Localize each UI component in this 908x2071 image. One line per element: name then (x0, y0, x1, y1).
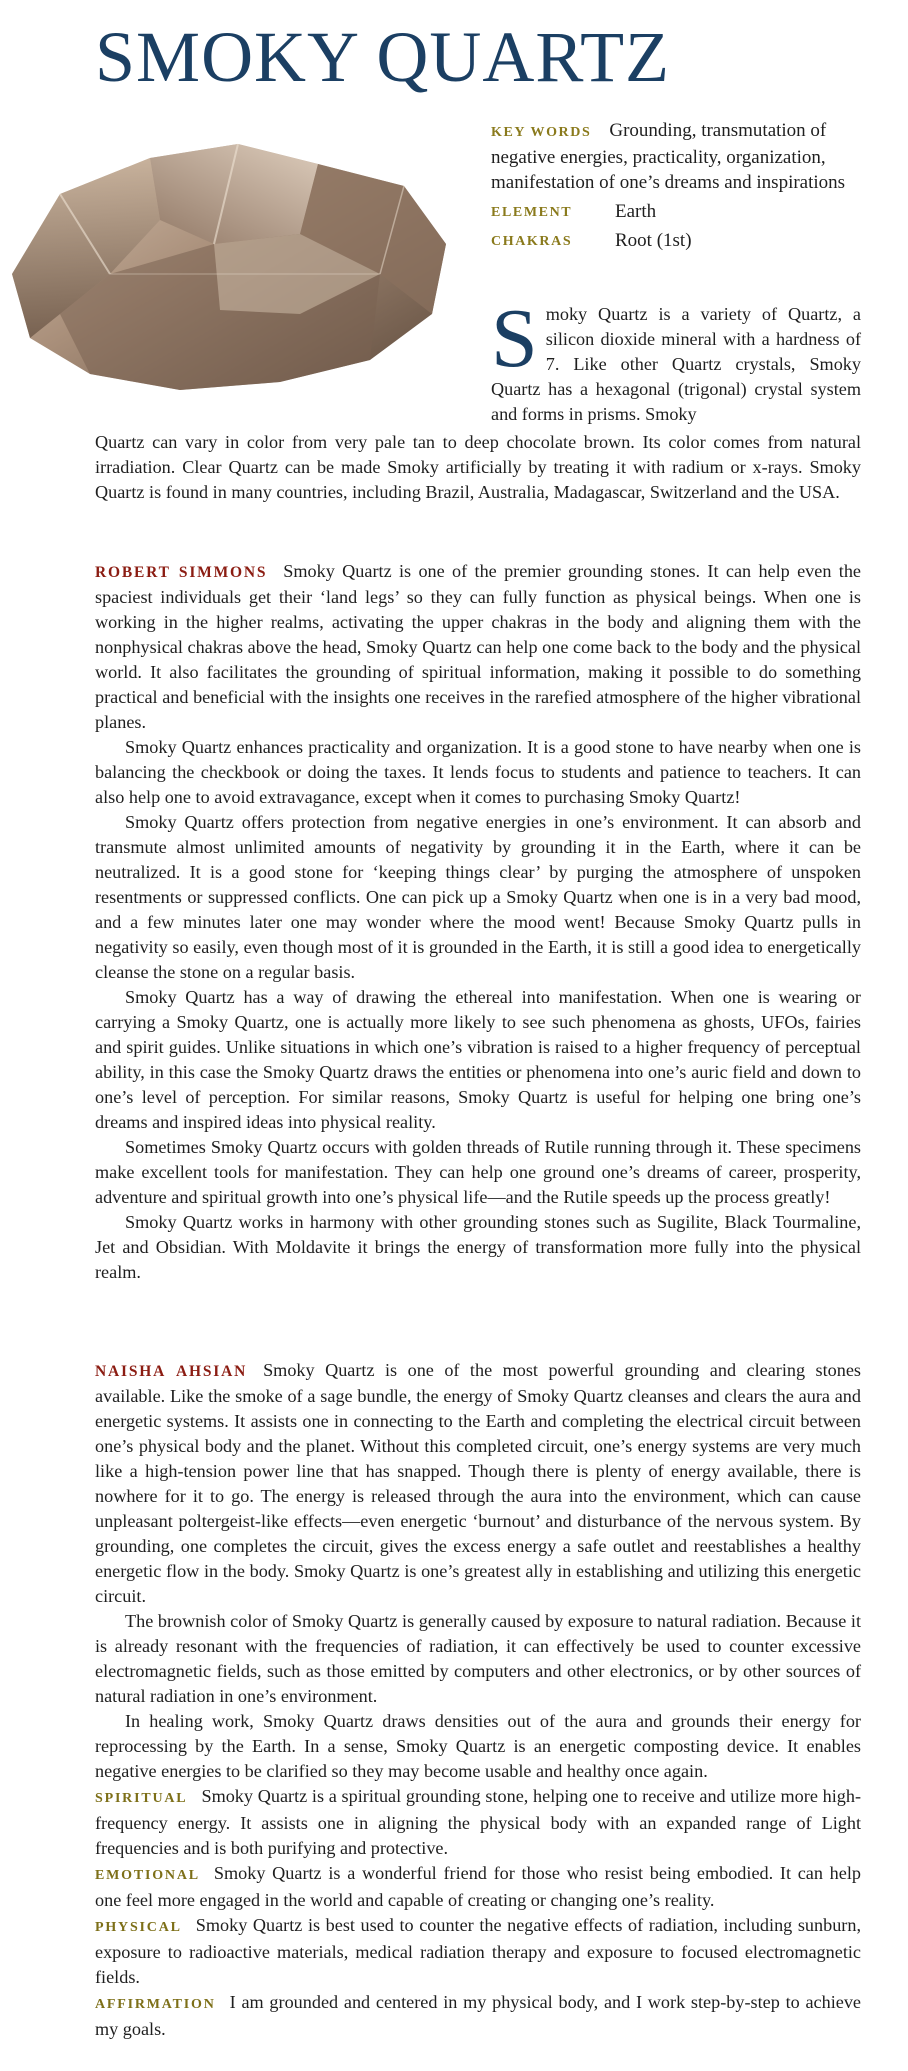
simmons-paragraph: ROBERT SIMMONS Smoky Quartz is one of the premier grounding stones. It can help even the spaciest individuals get their ‘land legs’ so they can fully function as physical beings. When one is working in the higher realms, activating the upper chakras in the body and aligning them with the nonphysical chakras above the head, Smoky Quartz can help one come back to the body and the physical world. It also facilitates the grounding of spiritual information, making it possible to do something practical and beneficial with the insights one receives in the rarefied atmosphere of the higher vibrational planes. (95, 561, 861, 732)
keywords-label: KEY WORDS (491, 125, 592, 140)
drop-cap: S (491, 292, 538, 385)
crystal-illustration (0, 124, 466, 414)
element-row (491, 199, 861, 224)
crystal-properties (491, 118, 861, 257)
simmons-paragraph: Smoky Quartz offers protection from negative energies in one’s environment. It can absorb and transmute almost unlimited amounts of negativity by grounding it in the Earth, where it can be neutralized. It is a good stone for ‘keeping things clear’ by purging the atmosphere of unspoken resentments or suppressed conflicts. One can pick up a Smoky Quartz when one is in a very bad mood, and a few minutes later one may wonder where the mood went! Because Smoky Quartz pulls in negativity so easily, even though most of it is grounded in the Earth, it is still a good idea to energetically cleanse the stone on a regular basis. (95, 812, 861, 982)
simmons-paragraph: Smoky Quartz has a way of drawing the ethereal into manifestation. When one is wearing or carrying a Smoky Quartz, one is actually more likely to see such phenomena as ghosts, UFOs, fairies and spirit guides. Unlike situations in which one’s vibration is raised to a higher frequency of perceptual ability, in this case the Smoky Quartz draws the entities or phenomena into one’s auric field and down to one’s level of perception. For similar reasons, Smoky Quartz is useful for helping one bring one’s dreams and inspired ideas into physical reality. (95, 987, 861, 1132)
simmons-paragraph: Sometimes Smoky Quartz occurs with golden threads of Rutile running through it. These specimens make excellent tools for manifestation. They can help one ground one’s dreams of career, prosperity, adventure and spiritual growth into one’s physical life—and the Rutile speeds up the process greatly! (95, 1137, 861, 1207)
spiritual-label: SPIRITUAL (95, 1791, 188, 1806)
chakras-row (491, 228, 861, 253)
intro-paragraph-continued: Quartz can vary in color from very pale tan to deep chocolate brown. Its color comes from natural irradiation. Clear Quartz can be made Smoky artificially by treating it with radium or x-rays. Smoky Quartz is found in many countries, including Brazil, Australia, Madagascar, Switzerland and the USA. (95, 432, 861, 502)
intro-paragraph-start (491, 292, 861, 427)
spiritual-section: SPIRITUAL Smoky Quartz is a spiritual grounding stone, helping one to receive and utilize more high-frequency energy. It assists one in aligning the physical body with an expanded range of Light frequencies and is both purifying and protective. (95, 1786, 861, 1858)
element-label: ELEMENT (491, 205, 573, 220)
chakras-value: Root (1st) (615, 230, 692, 251)
ahsian-paragraph: In healing work, Smoky Quartz draws densities out of the aura and grounds their energy for reprocessing by the Earth. In a sense, Smoky Quartz is an energetic composting device. It enables negative energies to be clarified so they may become usable and healthy once again. (95, 1711, 861, 1781)
naisha-ahsian-section (95, 1358, 861, 2042)
keywords-value: Grounding, transmutation of negative energies, practicality, organization, manifestation of one’s dreams and inspirations (491, 120, 846, 193)
page-title: SMOKY QUARTZ (95, 17, 671, 97)
robert-simmons-section (95, 559, 861, 1285)
smoky-quartz-crystal-photo (0, 124, 466, 414)
emotional-label: EMOTIONAL (95, 1868, 200, 1883)
element-value: Earth (615, 201, 657, 222)
simmons-paragraph: Smoky Quartz enhances practicality and organization. It is a good stone to have nearby when one is balancing the checkbook or doing the taxes. It lends focus to students and patience to teachers. It can also help one to avoid extravagance, except when it comes to purchasing Smoky Quartz! (95, 737, 861, 807)
ahsian-paragraph: The brownish color of Smoky Quartz is generally caused by exposure to natural radiation. Because it is already resonant with the frequencies of radiation, it can effectively be used to counter excessive electromagnetic fields, such as those emitted by computers and other electronics, or by other sources of natural radiation in one’s environment. (95, 1611, 861, 1706)
author-naisha-ahsian: NAISHA AHSIAN (95, 1363, 248, 1380)
affirmation-section: AFFIRMATION I am grounded and centered in my physical body, and I work step-by-step to achieve my goals. (95, 1992, 861, 2039)
chakras-label: CHAKRAS (491, 234, 573, 249)
simmons-paragraph: Smoky Quartz works in harmony with other grounding stones such as Sugilite, Black Tourmaline, Jet and Obsidian. With Moldavite it brings the energy of transformation more fully into the physical realm. (95, 1212, 861, 1282)
ahsian-paragraph: NAISHA AHSIAN Smoky Quartz is one of the most powerful grounding and clearing stones available. Like the smoke of a sage bundle, the energy of Smoky Quartz cleanses and clears the aura and energetic systems. It assists one in connecting to the Earth and completing the electrical circuit between one’s physical body and the planet. Without this completed circuit, one’s energy systems are very much like a high-tension power line that has snapped. Though there is plenty of energy available, there is nowhere for it to go. The energy is released through the aura into the environment, which can cause unpleasant poltergeist-like effects—even energetic ‘burnout’ and disturbance of the nervous system. By grounding, one completes the circuit, gives the excess energy a safe outlet and reestablishes a healthy energetic flow in the body. Smoky Quartz is one’s greatest ally in establishing and utilizing this energetic circuit. (95, 1360, 861, 1606)
physical-section: PHYSICAL Smoky Quartz is best used to counter the negative effects of radiation, including sunburn, exposure to radioactive materials, medical radiation therapy and exposure to focused electromagnetic fields. (95, 1915, 861, 1987)
physical-label: PHYSICAL (95, 1920, 182, 1935)
affirmation-label: AFFIRMATION (95, 1997, 216, 2012)
emotional-section: EMOTIONAL Smoky Quartz is a wonderful friend for those who resist being embodied. It can help one feel more engaged in the world and capable of creating or changing one’s reality. (95, 1863, 861, 1910)
intro-text-start: moky Quartz is a variety of Quartz, a silicon dioxide mineral with a hardness of 7. Like other Quartz crystals, Smoky Quartz has a hexagonal (trigonal) crystal system and forms in prisms. Smoky (491, 304, 861, 424)
author-robert-simmons: ROBERT SIMMONS (95, 564, 268, 581)
keywords-row (491, 118, 861, 195)
